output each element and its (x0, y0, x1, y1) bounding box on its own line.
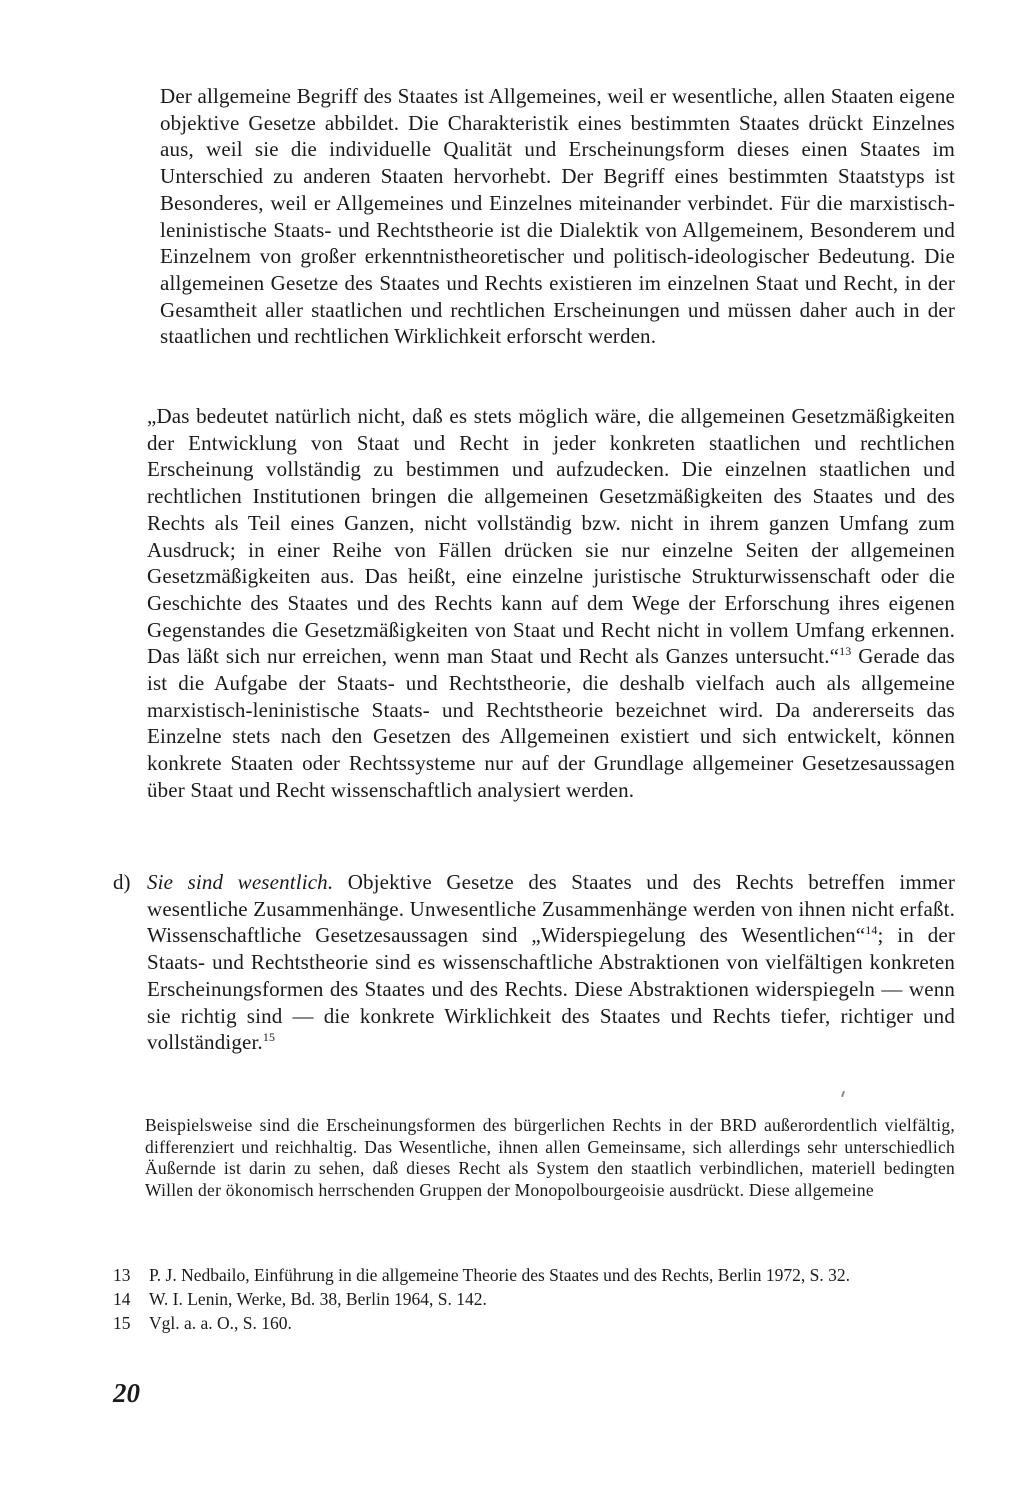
footnote-14 (113, 1289, 955, 1310)
footnote-13 (113, 1265, 955, 1286)
quotation-text: „Das bedeutet natürlich nicht, daß es stets möglich wäre, die allgemeinen Gesetzmäßigkeiten der Entwicklung von Staat und Recht in jeder konkreten staatlichen und rechtlichen Erscheinung vollständig zu bestimmen und aufzudecken. Die einzelnen staatlichen und rechtlichen Institutionen bringen die allgemeinen Gesetzmäßigkeiten des Staates und des Rechts als Teil eines Ganzen, nicht vollständig bzw. nicht in ihrem ganzen Umfang zum Ausdruck; in einer Reihe von Fällen drücken sie nur einzelne Seiten der allgemeinen Gesetzmäßigkeiten aus. Das heißt, eine einzelne juristische Strukturwissenschaft oder die Geschichte des Staates und des Rechts kann auf dem Wege der Erforschung ihres eigenen Gegenstandes die Gesetzmäßigkeiten von Staat und Recht nicht in vollem Umfang erkennen. Das läßt sich nur erreichen, wenn man Staat und Recht als Ganzes untersucht.“ (147, 404, 955, 669)
footnote-15 (113, 1313, 955, 1334)
page-number: 20 (113, 1378, 140, 1408)
footnote-text: Vgl. a. a. O., S. 160. (149, 1313, 292, 1333)
footnote-text: W. I. Lenin, Werke, Bd. 38, Berlin 1964, S. 142. (149, 1289, 487, 1309)
list-item-d (113, 869, 955, 1056)
item-text-b: ; in der Staats- und Rechtstheorie sind es wissenschaftliche Abstraktionen von vielfältigen konkreten Erscheinungsformen des Staates und des Rechts. Diese Abstraktionen widerspiegeln — wenn sie richtig sind — die konkrete Wirklichkeit des Staates und Rechts tiefer, richtiger und vollständiger. (147, 923, 955, 1055)
item-text-a: Objektive Gesetze des Staates und des Rechts betreffen immer wesentliche Zusammenhänge. Unwesentliche Zusammenhänge werden von ihnen nicht erfaßt. Wissenschaftliche Gesetzesaussagen sind „Widerspiegelung des Wesentlichen“ (147, 870, 955, 948)
footnotes (113, 1265, 955, 1337)
footnote-number: 13 (113, 1265, 131, 1285)
footnote-number: 14 (113, 1289, 131, 1309)
item-heading: Sie sind wesentlich. (147, 870, 334, 894)
list-item-body (147, 869, 955, 1056)
print-speck (841, 1091, 845, 1097)
footnote-ref-14: 14 (865, 923, 878, 938)
paragraph-continuation: Gerade das ist die Aufgabe der Staats- und Rechtstheorie, die deshalb vielfach auch als allgemeine marxistisch-leninistische Staats- und Rechtstheorie bezeichnet wird. Da andererseits das Einzelne stets nach den Gesetzen des Allgemeinen existiert und sich entwickelt, können konkrete Staaten oder Rechtssysteme nur auf der Grundlage allgemeiner Gesetzesaussagen über Staat und Recht wissenschaftlich analysiert werden. (147, 644, 955, 802)
footnote-number: 15 (113, 1313, 131, 1333)
example-paragraph: Beispielsweise sind die Erscheinungsformen des bürgerlichen Rechts in der BRD außerordentlich vielfältig, differenziert und reichhaltig. Das Wesentliche, ihnen allen Gemeinsame, sich allerdings sehr unterschiedlich Äußernde ist darin zu sehen, daß dieses Recht als System den staatlich verbindlichen, materiell bedingten Willen der ökonomisch herrschenden Gruppen der Monopolbourgeoisie ausdrückt. Diese allgemeine (145, 1115, 955, 1200)
footnote-ref-15: 15 (262, 1030, 276, 1045)
paragraph-allgemeines: Der allgemeine Begriff des Staates ist Allgemeines, weil er wesentliche, allen Staaten eigene objektive Gesetze abbildet. Die Charakteristik eines bestimmten Staates drückt Einzelnes aus, weil sie die individuelle Qualität und Erscheinungsform dieses einen Staates im Unterschied zu anderen Staaten hervorhebt. Der Begriff eines bestimmten Staatstyps ist Besonderes, weil er Allgemeines und Einzelnes miteinander verbindet. Für die marxistisch-leninistische Staats- und Rechtstheorie ist die Dialektik von Allgemeinem, Besonderem und Einzelnem von großer erkenntnistheoretischer und politisch-ideologischer Bedeutung. Die allgemeinen Gesetze des Staates und Rechts existieren im einzelnen Staat und Recht, in der Gesamtheit aller staatlichen und rechtlichen Erscheinungen und müssen daher auch in der staatlichen und rechtlichen Wirklichkeit erforscht werden. (160, 84, 955, 349)
footnote-ref-13: 13 (839, 644, 852, 659)
footnote-text: P. J. Nedbailo, Einführung in die allgemeine Theorie des Staates und des Rechts, Berlin 1972, S. 32. (149, 1265, 851, 1285)
list-item-label: d) (113, 870, 131, 894)
paragraph-quotation (147, 403, 955, 804)
